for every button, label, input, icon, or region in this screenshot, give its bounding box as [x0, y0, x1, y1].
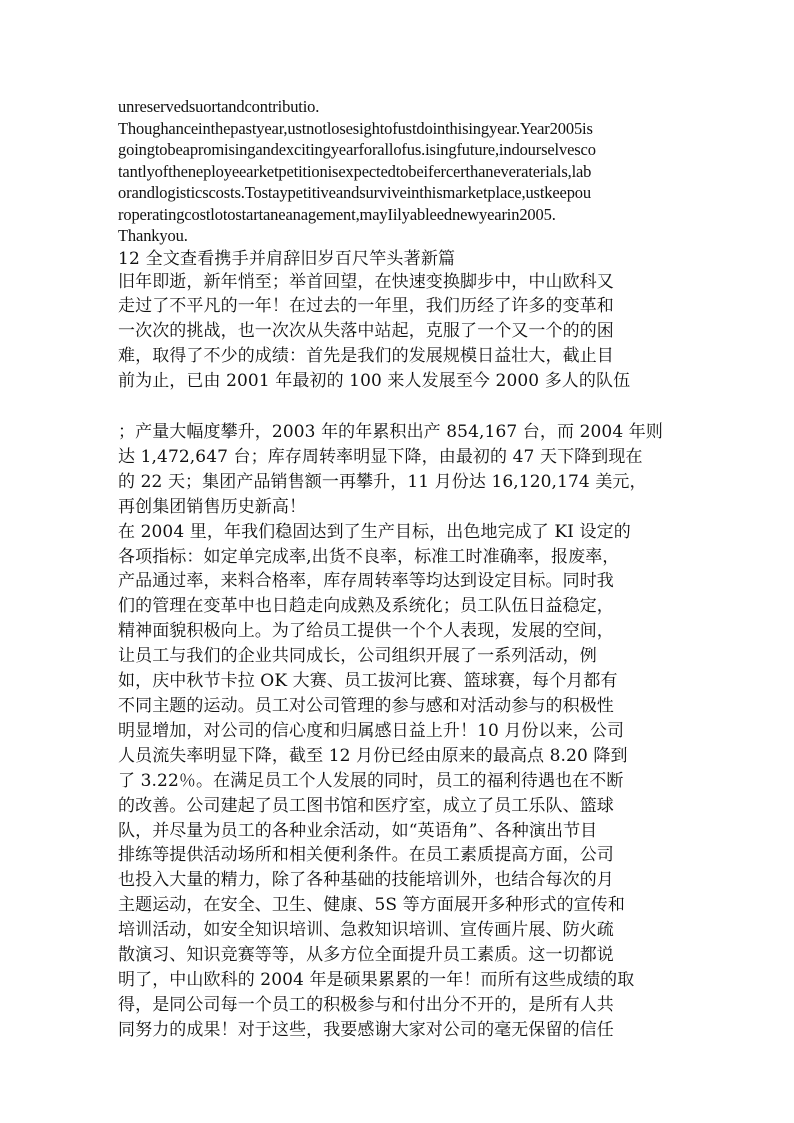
document-page	[118, 96, 678, 1043]
english-line: Thankyou.	[118, 226, 188, 245]
text-line: 精神面貌积极向上。为了给员工提供一个个人表现，发展的空间，	[118, 621, 614, 642]
english-line: tantlyoftheneployeearketpetitionisexpectedtobeifercerthaneveraterials,lab	[118, 161, 592, 181]
paragraph-gap	[118, 394, 678, 420]
text-line: 人员流失率明显下降，截至 12 月份已经由原来的最高点 8.20 降到	[118, 745, 628, 766]
text-line: 让员工与我们的企业共同成长，公司组织开展了一系列活动，例	[118, 646, 597, 667]
english-line: roperatingcostlotostartaneanagement,mayIilyableednewyearin2005.	[118, 204, 556, 224]
text-line: 明了，中山欧科的 2004 年是硕果累累的一年！而所有这些成绩的取	[118, 969, 635, 990]
text-line: 的改善。公司建起了员工图书馆和医疗室，成立了员工乐队、篮球	[118, 795, 614, 816]
paragraph-1	[118, 270, 678, 395]
english-line: unreservedsuortandcontributio.	[118, 97, 320, 116]
text-line: 得，是同公司每一个员工的积极参与和付出分不开的，是所有人共	[118, 994, 614, 1015]
text-line: 难，取得了不少的成绩：首先是我们的发展规模日益壮大，截止目	[118, 346, 614, 367]
text-line: 达 1,472,647 台；库存周转率明显下降，由最初的 47 天下降到现在	[118, 446, 643, 467]
text-line: 如，庆中秋节卡拉 OK 大赛、员工拔河比赛、篮球赛，每个月都有	[118, 671, 618, 692]
text-line: 一次次的挑战，也一次次从失落中站起，克服了一个又一个的的困	[118, 321, 614, 342]
text-line: 再创集团销售历史新高！	[118, 496, 307, 517]
text-line: 散演习、知识竞赛等等，从多方位全面提升员工素质。这一切都说	[118, 945, 614, 966]
text-line: 前为止，已由 2001 年最初的 100 来人发展至今 2000 多人的队伍	[118, 371, 631, 392]
text-line: 主题运动，在安全、卫生、健康、5S 等方面展开多种形式的宣传和	[118, 895, 625, 916]
paragraph-2	[118, 420, 678, 1043]
text-line: 也投入大量的精力，除了各种基础的技能培训外，也结合每次的月	[118, 870, 614, 891]
english-line: Thoughanceinthepastyear,ustnotlosesightofustdointhisingyear.Year2005is	[118, 118, 593, 138]
english-text-block	[118, 96, 678, 247]
text-line: 了 3.22％。在满足员工个人发展的同时，员工的福利待遇也在不断	[118, 770, 624, 791]
text-line: 队，并尽量为员工的各种业余活动，如“英语角”、各种演出节目	[118, 820, 598, 841]
text-line: 各项指标：如定单完成率,出货不良率，标准工时准确率，报废率，	[118, 546, 620, 567]
text-line: 不同主题的运动。员工对公司管理的参与感和对活动参与的积极性	[118, 696, 614, 716]
text-line: 产品通过率，来料合格率，库存周转率等均达到设定目标。同时我	[118, 571, 614, 592]
text-line: 的 22 天；集团产品销售额一再攀升，11 月份达 16,120,174 美元，	[118, 471, 647, 492]
text-line: ；产量大幅度攀升，2003 年的年累积出产 854,167 台，而 2004 年则	[118, 422, 663, 443]
english-line: goingtobeapromisingandexcitingyearforallofus.isingfuture,indourselvesco	[118, 140, 596, 159]
text-line: 们的管理在变革中也日趋走向成熟及系统化；员工队伍日益稳定，	[118, 596, 614, 617]
section-heading: 12 全文查看携手并肩辞旧岁百尺竿头著新篇	[118, 248, 456, 269]
text-line: 培训活动，如安全知识培训、急救知识培训、宣传画片展、防火疏	[118, 920, 614, 941]
english-line: orandlogisticscosts.Tostaypetitiveandsurviveinthismarketplace,ustkeepou	[118, 183, 591, 202]
text-line: 在 2004 里，年我们稳固达到了生产目标，出色地完成了 KI 设定的	[118, 521, 631, 542]
text-line: 排练等提供活动场所和相关便利条件。在员工素质提高方面，公司	[118, 845, 614, 866]
text-line: 明显增加，对公司的信心度和归属感日益上升！10 月份以来，公司	[118, 720, 625, 741]
text-line: 同努力的成果！对于这些，我要感谢大家对公司的毫无保留的信任	[118, 1019, 614, 1040]
text-line: 走过了不平凡的一年！在过去的一年里，我们历经了许多的变革和	[118, 296, 614, 317]
text-line: 旧年即逝，新年悄至；举首回望，在快速变换脚步中，中山欧科又	[118, 271, 614, 292]
